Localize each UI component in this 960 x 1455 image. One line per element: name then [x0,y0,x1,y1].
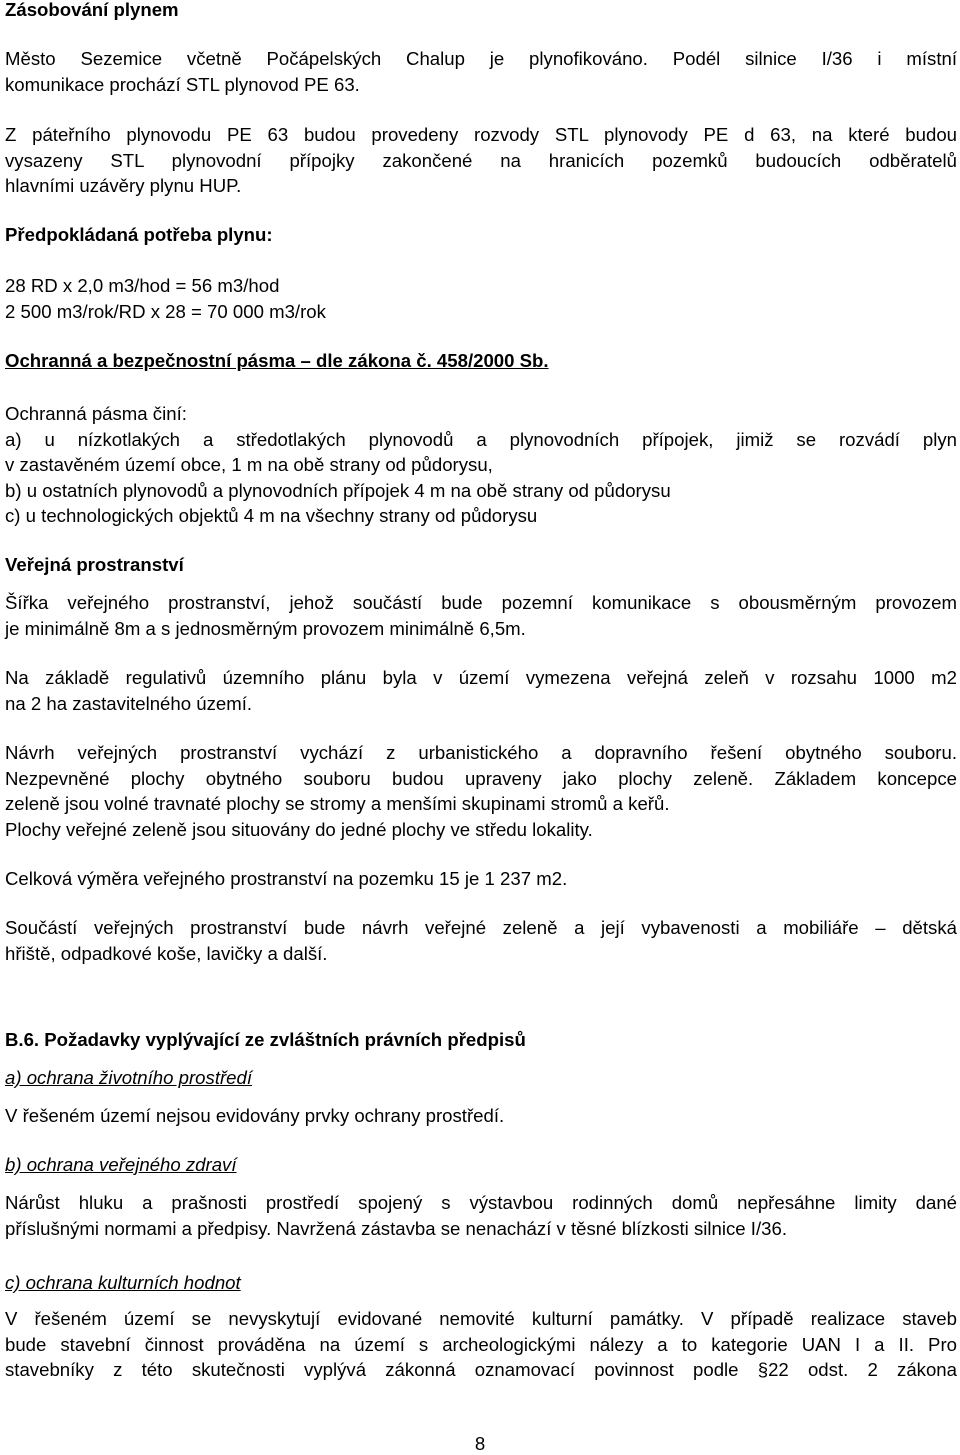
section-number: B.6. [5,1029,40,1050]
public-health-title: b) ochrana veřejného zdraví [5,1154,237,1175]
page-number: 8 [474,1433,486,1454]
cultural-values-text: V řešeném území se nevyskytují evidované nemovité kulturní památky. V případě realizace staveb bude stavební činnost prováděna na území s archeologickými nálezy a to kategorie UAN I a II. Pro stavebníky z této skutečnosti vyplývá zákonná oznamovací povinnost podle §22 odst. 2 zákona [5,1308,957,1380]
public-space-paragraph-4: Celková výměra veřejného prostranství na pozemku 15 je 1 237 m2. [5,868,568,889]
env-protection-text: V řešeném území nejsou evidovány prvky ochrany prostředí. [5,1105,505,1126]
section-title: Požadavky vyplývající ze zvláštních právních předpisů [44,1029,526,1050]
protection-zones-title: Ochranná a bezpečnostní pásma – dle zákona č. 458/2000 Sb. [5,350,549,371]
gas-demand-lines: 28 RD x 2,0 m3/hod = 56 m3/hod 2 500 m3/rok/RD x 28 = 70 000 m3/rok [5,275,326,322]
protection-zones-text: Ochranná pásma činí: a) u nízkotlakých a středotlakých plynovodů a plynovodních přípojek, jimiž se rozvádí plyn v zastavěném území obce, 1 m na obě strany od půdorysu, b) u ostatních plynovodů a plynovodních přípojek 4 m na obě strany od půdorysu c) u technologických objektů 4 m na všechny strany od půdorysu [5,403,957,526]
gas-paragraph-1: Město Sezemice včetně Počápelských Chalup je plynofikováno. Podél silnice I/36 i místní komunikace prochází STL plynovod PE 63. [5,48,957,95]
gas-section-title: Zásobování plynem [5,0,179,20]
cultural-values-title: c) ochrana kulturních hodnot [5,1272,241,1293]
gas-paragraph-2: Z páteřního plynovodu PE 63 budou provedeny rozvody STL plynovody PE d 63, na které budou vysazeny STL plynovodní přípojky zakončené na hranicích pozemků budoucích odběratelů hlavními uzávěry plynu HUP. [5,124,957,196]
gas-demand-title: Předpokládaná potřeba plynu: [5,224,273,245]
public-space-title: Veřejná prostranství [5,554,184,575]
public-health-text: Nárůst hluku a prašnosti prostředí spojený s výstavbou rodinných domů nepřesáhne limity dané příslušnými normami a předpisy. Navržená zástavba se nenachází v těsné blízkosti silnice I/36. [5,1192,957,1239]
section-b6-heading [5,1027,957,1053]
public-space-paragraph-3: Návrh veřejných prostranství vychází z urbanistického a dopravního řešení obytného souboru. Nezpevněné plochy obytného souboru budou upraveny jako plochy zeleně. Základem koncepce zeleně jsou volné travnaté plochy se stromy a menšími skupinami stromů a keřů. Plochy veřejné zeleně jsou situovány do jedné plochy ve středu lokality. [5,742,957,840]
env-protection-title: a) ochrana životního prostředí [5,1067,253,1088]
public-space-paragraph-5: Součástí veřejných prostranství bude návrh veřejné zeleně a její vybavenosti a mobiliáře – dětská hřiště, odpadkové koše, lavičky a další. [5,917,957,964]
public-space-paragraph-1: Šířka veřejného prostranství, jehož součástí bude pozemní komunikace s obousměrným provozem je minimálně 8m a s jednosměrným provozem minimálně 6,5m. [5,592,957,639]
public-space-paragraph-2: Na základě regulativů územního plánu byla v území vymezena veřejná zeleň v rozsahu 1000 m2 na 2 ha zastavitelného území. [5,667,957,714]
